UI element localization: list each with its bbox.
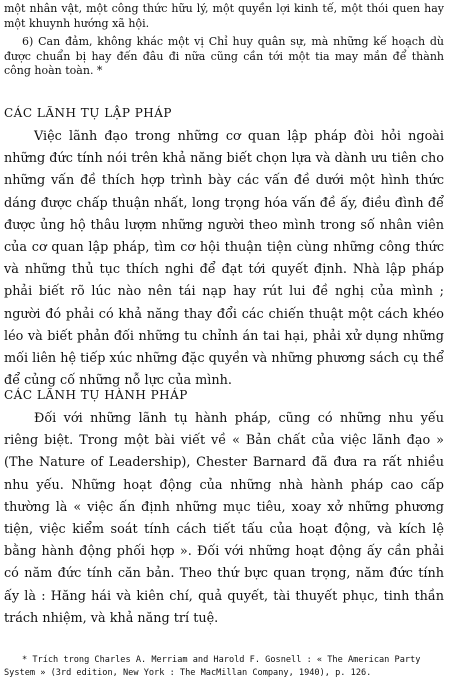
footnote-text: * Trích trong Charles A. Merriam and Harold F. Gosnell : « The American Party System » (3rd edition, New York : The MacMillan Company, 1940), p. 126. <box>4 655 421 678</box>
footnote <box>4 654 444 679</box>
intro-block <box>4 2 444 79</box>
executive-heading: CÁC LÃNH TỤ HÀNH PHÁP <box>4 388 188 402</box>
legislative-heading: CÁC LÃNH TỤ LẬP PHÁP <box>4 106 172 120</box>
legislative-paragraph: Việc lãnh đạo trong những cơ quan lập pháp đòi hỏi ngoài những đức tính nói trên khả năng biết chọn lựa và dành ưu tiên cho những vấn đề thích hợp trình bày các vấn đề dưới một hình thức dáng được chấp thuận nhất, long trọng hóa vấn đề ấy, điều đình để được ủng hộ thâu lượm những người theo mình trong số nhân viên của cơ quan lập pháp, tìm cơ hội thuận tiện cùng những công thức và những thủ tục thích nghi để đạt tới quyết định. Nhà lập pháp phải biết rõ lúc nào nên tái nạp hay rút lui đề nghị của mình ; người đó phải có khả năng thay đổi các chiến thuật một cách khéo léo và biết phản đối những tu chỉnh án tai hại, phải xử dụng những mối liên hệ tiếp xúc những đặc quyền và những phương sách cụ thể để củng cố những nỗ lực của mình. <box>4 129 444 389</box>
point-6-paragraph: 6) Can đảm, không khác một vị Chỉ huy quân sự, mà những kế hoạch dù được chuẩn bị hay đến đâu đi nữa cũng cần tới một tia may mắn để thành công hoàn toàn. * <box>4 35 444 77</box>
executive-paragraph: Đối với những lãnh tụ hành pháp, cũng có những nhu yếu riêng biệt. Trong một bài viết về « Bản chất của việc lãnh đạo » (The Nature of Leadership), Chester Barnard đã đưa ra rất nhiều nhu yếu. Những hoạt động của những nhà hành pháp cao cấp thường là « việc ấn định những mục tiêu, xoay xở những phương tiện, việc kiểm soát tính cách tiết tấu của hoạt động, và kích lệ bằng hành động phối hợp ». Đối với những hoạt động ấy cần phải có năm đức tính căn bản. Theo thứ bực quan trọng, năm đức tính ấy là : Hăng hái và kiên chí, quả quyết, tài thuyết phục, tinh thần trách nhiệm, và khả năng trí tuệ. <box>4 411 444 626</box>
intro-line: một nhân vật, một công thức hữu lý, một quyền lợi kinh tế, một thói quen hay một khuynh hướng xã hội. <box>4 2 444 30</box>
